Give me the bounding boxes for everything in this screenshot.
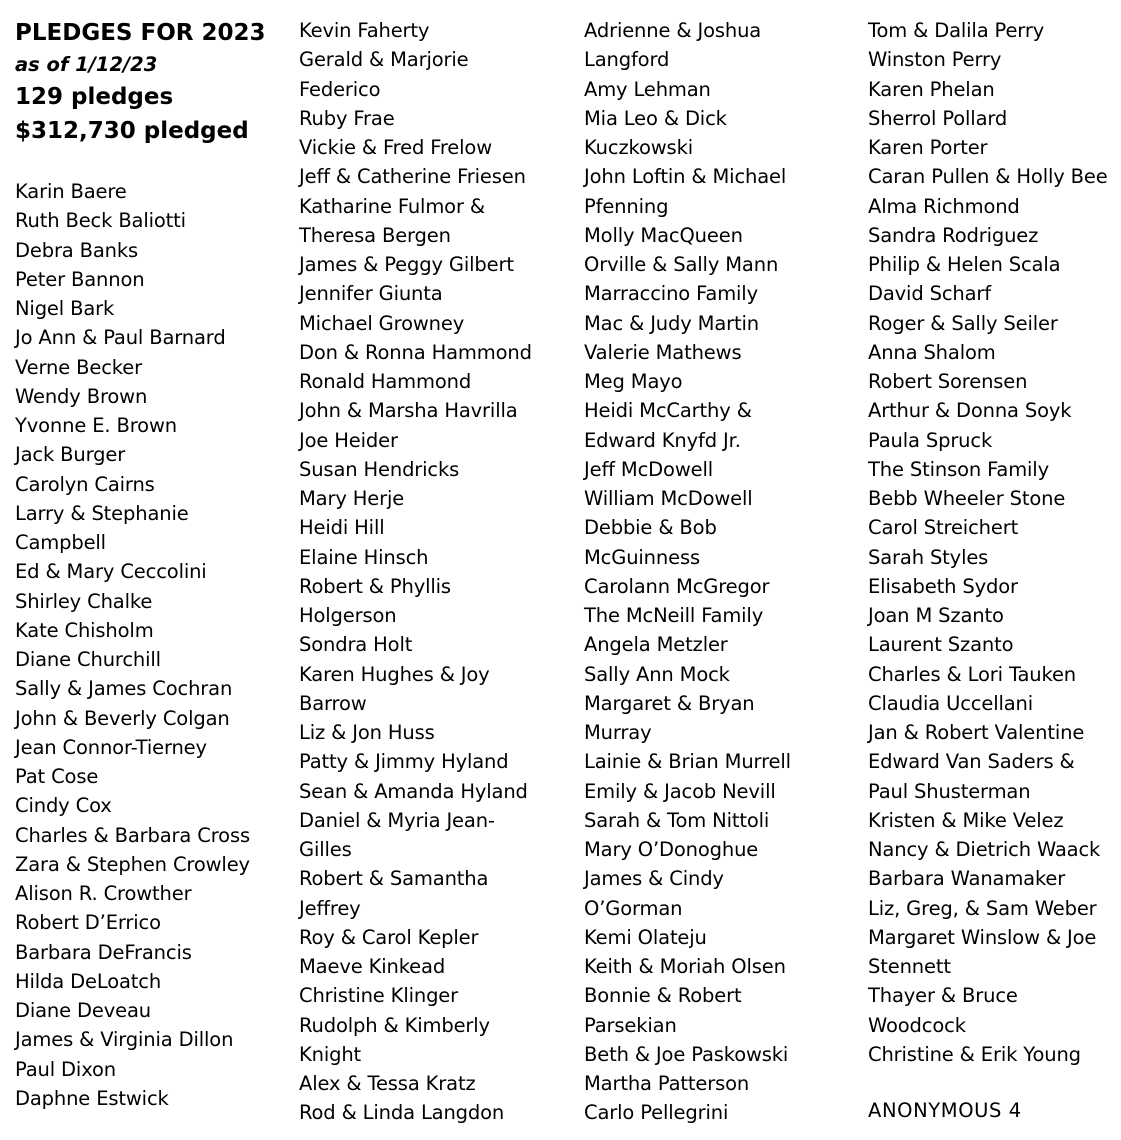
pledger-name: Robert Sorensen bbox=[868, 370, 1028, 393]
pledger-name: Ed & Mary Ceccolini bbox=[15, 560, 207, 584]
pledger-name: Kate Chisholm bbox=[15, 618, 154, 642]
pledge-count: 129 pledges bbox=[15, 84, 174, 110]
pledger-name: Sarah & Tom Nittoli bbox=[584, 808, 770, 832]
pledger-name: Robert & Phyllis bbox=[299, 574, 451, 598]
pledger-name: Margaret Winslow & Joe bbox=[868, 925, 1097, 949]
pledger-name: Ruby Frae bbox=[299, 106, 395, 130]
pledger-name: Sally & James Cochran bbox=[15, 677, 233, 701]
pledger-name: Gilles bbox=[299, 838, 352, 861]
pledger-name: Jan & Robert Valentine bbox=[868, 721, 1085, 744]
pledger-name: Bebb Wheeler Stone bbox=[868, 487, 1066, 510]
pledger-name: Emily & Jacob Nevill bbox=[584, 779, 776, 803]
pledger-name: John & Beverly Colgan bbox=[15, 706, 230, 730]
pledger-name: Maeve Kinkead bbox=[299, 955, 446, 978]
pledger-name: Roger & Sally Seiler bbox=[868, 311, 1058, 335]
pledger-name: Sean & Amanda Hyland bbox=[299, 779, 528, 803]
pledger-name: Jennifer Giunta bbox=[299, 282, 443, 306]
pledger-name: Peter Bannon bbox=[15, 267, 145, 291]
pledger-name: Heidi Hill bbox=[299, 516, 385, 540]
pledger-list-column-1 bbox=[15, 177, 287, 1113]
pledger-name: Sally Ann Mock bbox=[584, 662, 730, 686]
pledger-name: Katharine Fulmor & bbox=[299, 194, 485, 218]
pledger-name: Sherrol Pollard bbox=[868, 106, 1008, 130]
pledger-name: Margaret & Bryan bbox=[584, 691, 755, 715]
column-3 bbox=[584, 16, 856, 1128]
pledger-name: Paula Spruck bbox=[868, 428, 993, 452]
pledger-name: Diane Deveau bbox=[15, 999, 151, 1022]
pledger-name: Larry & Stephanie bbox=[15, 501, 189, 525]
pledger-name: Meg Mayo bbox=[584, 370, 683, 393]
column-1 bbox=[15, 16, 287, 1113]
pledger-name: Sondra Holt bbox=[299, 633, 413, 657]
pledger-name: Ruth Beck Baliotti bbox=[15, 209, 186, 233]
pledger-name: Carol Streichert bbox=[868, 516, 1019, 540]
pledger-name: Joan M Szanto bbox=[868, 604, 1004, 627]
pledger-name: Mac & Judy Martin bbox=[584, 311, 759, 335]
pledger-name: Martha Patterson bbox=[584, 1072, 750, 1095]
pledger-name: Theresa Bergen bbox=[299, 223, 451, 247]
pledger-name: Claudia Uccellani bbox=[868, 691, 1034, 715]
pledger-name: Robert D’Errico bbox=[15, 911, 161, 935]
pledger-name: Barrow bbox=[299, 691, 367, 715]
pledger-name: Marraccino Family bbox=[584, 282, 758, 306]
pledger-name: Orville & Sally Mann bbox=[584, 253, 779, 276]
pledger-name: Alma Richmond bbox=[868, 194, 1020, 218]
pledger-name: Mary Herje bbox=[299, 487, 405, 510]
pledger-name: Edward Van Saders & bbox=[868, 750, 1075, 774]
pledger-name: Karen Phelan bbox=[868, 77, 995, 101]
pledger-name: Paul Shusterman bbox=[868, 779, 1031, 803]
pledger-name: The Stinson Family bbox=[868, 457, 1049, 481]
anonymous-spacer bbox=[868, 1069, 1118, 1096]
pledger-name: Molly MacQueen bbox=[584, 223, 743, 247]
pledger-name: Cindy Cox bbox=[15, 794, 112, 818]
pledger-name: McGuinness bbox=[584, 545, 700, 569]
pledger-name: Knight bbox=[299, 1042, 362, 1066]
pledger-name: The McNeill Family bbox=[584, 604, 764, 627]
pledger-name: Alison R. Crowther bbox=[15, 882, 192, 905]
pledger-name: Beth & Joe Paskowski bbox=[584, 1042, 789, 1066]
pledger-name: Jo Ann & Paul Barnard bbox=[15, 326, 226, 350]
pledger-name: David Scharf bbox=[868, 282, 991, 306]
pledger-name: Don & Ronna Hammond bbox=[299, 340, 532, 364]
pledger-name: Paul Dixon bbox=[15, 1057, 116, 1081]
pledger-name: Rudolph & Kimberly bbox=[299, 1013, 490, 1037]
pledger-list-column-3 bbox=[584, 16, 856, 1128]
pledger-name: Yvonne E. Brown bbox=[15, 414, 177, 437]
pledger-name: Kevin Faherty bbox=[299, 19, 430, 42]
pledger-name: Kemi Olateju bbox=[584, 925, 707, 949]
pledger-name: Sarah Styles bbox=[868, 545, 989, 569]
pledger-name: Nigel Bark bbox=[15, 297, 115, 320]
pledger-name: Liz, Greg, & Sam Weber bbox=[868, 896, 1097, 920]
column-4 bbox=[868, 16, 1118, 1125]
pledger-name: Charles & Barbara Cross bbox=[15, 823, 250, 847]
pledger-name: Carolann McGregor bbox=[584, 574, 770, 598]
pledger-name: Anna Shalom bbox=[868, 340, 996, 364]
pledger-name: Jack Burger bbox=[15, 443, 126, 467]
pledger-name: Ronald Hammond bbox=[299, 370, 472, 393]
pledger-name: Woodcock bbox=[868, 1013, 966, 1037]
pledger-name: Elisabeth Sydor bbox=[868, 574, 1018, 598]
pledger-name: Amy Lehman bbox=[584, 77, 711, 101]
pledger-name: Winston Perry bbox=[868, 48, 1002, 72]
pledger-name: Bonnie & Robert bbox=[584, 984, 742, 1008]
pledger-name: Joe Heider bbox=[299, 428, 398, 452]
header-spacer bbox=[15, 148, 287, 177]
pledger-name: Verne Becker bbox=[15, 355, 142, 379]
pledger-name: William McDowell bbox=[584, 487, 753, 510]
page-title: PLEDGES FOR 2023 bbox=[15, 20, 266, 46]
pledger-name: Pat Cose bbox=[15, 765, 99, 788]
pledger-name: Jeff & Catherine Friesen bbox=[299, 165, 526, 189]
pledger-name: Stennett bbox=[868, 955, 951, 978]
pledger-name: Debbie & Bob bbox=[584, 516, 717, 540]
pledger-name: Campbell bbox=[15, 531, 106, 554]
pledger-name: Nancy & Dietrich Waack bbox=[868, 838, 1101, 861]
pledger-name: Mia Leo & Dick bbox=[584, 106, 727, 130]
pledger-name: Kristen & Mike Velez bbox=[868, 808, 1064, 832]
pledger-name: Carolyn Cairns bbox=[15, 472, 155, 496]
pledger-name: Langford bbox=[584, 48, 670, 72]
pledger-name: Kuczkowski bbox=[584, 136, 693, 159]
pledger-name: Gerald & Marjorie bbox=[299, 48, 469, 72]
pledger-name: Arthur & Donna Soyk bbox=[868, 399, 1072, 423]
pledger-name: Roy & Carol Kepler bbox=[299, 925, 479, 949]
pledger-name: Michael Growney bbox=[299, 311, 465, 335]
anonymous-count: ANONYMOUS 4 bbox=[868, 1099, 1022, 1122]
pledger-name: Holgerson bbox=[299, 604, 397, 627]
pledger-name: Angela Metzler bbox=[584, 633, 728, 657]
pledger-name: Jeffrey bbox=[299, 896, 361, 920]
pledger-name: Valerie Mathews bbox=[584, 340, 742, 364]
pledger-name: Mary O’Donoghue bbox=[584, 838, 759, 861]
pledger-name: Heidi McCarthy & bbox=[584, 399, 752, 423]
pledger-name: Charles & Lori Tauken bbox=[868, 662, 1076, 686]
pledger-name: Patty & Jimmy Hyland bbox=[299, 750, 509, 774]
pledger-list-column-2 bbox=[299, 16, 571, 1128]
pledger-name: Adrienne & Joshua bbox=[584, 19, 762, 42]
pledger-name: Laurent Szanto bbox=[868, 633, 1014, 657]
pledger-name: John Loftin & Michael bbox=[584, 165, 787, 189]
pledger-name: Liz & Jon Huss bbox=[299, 721, 435, 744]
pledger-name: Debra Banks bbox=[15, 238, 139, 262]
pledger-name: Karen Porter bbox=[868, 136, 988, 159]
pledger-name: Thayer & Bruce bbox=[868, 984, 1018, 1008]
pledger-name: Tom & Dalila Perry bbox=[868, 19, 1045, 42]
pledger-name: Christine & Erik Young bbox=[868, 1042, 1081, 1066]
pledger-name: Federico bbox=[299, 77, 381, 101]
pledger-name: Barbara Wanamaker bbox=[868, 867, 1066, 891]
pledger-name: Diane Churchill bbox=[15, 648, 161, 671]
pledger-name: Christine Klinger bbox=[299, 984, 459, 1008]
pledger-name: Daniel & Myria Jean- bbox=[299, 808, 495, 832]
pledger-name: Jean Connor-Tierney bbox=[15, 735, 207, 759]
pledger-name: James & Cindy bbox=[584, 867, 724, 891]
pledger-name: Zara & Stephen Crowley bbox=[15, 852, 250, 876]
pledger-name: Jeff McDowell bbox=[584, 457, 713, 481]
column-2 bbox=[299, 16, 571, 1128]
pledger-name: John & Marsha Havrilla bbox=[299, 399, 518, 423]
pledger-name: Rod & Linda Langdon bbox=[299, 1101, 505, 1125]
pledger-name: Karen Hughes & Joy bbox=[299, 662, 490, 686]
pledger-name: Edward Knyfd Jr. bbox=[584, 428, 741, 452]
pledger-name: Sandra Rodriguez bbox=[868, 223, 1039, 247]
pledger-name: Caran Pullen & Holly Bee bbox=[868, 165, 1108, 189]
pledger-name: Susan Hendricks bbox=[299, 457, 460, 481]
pledger-name: Shirley Chalke bbox=[15, 589, 153, 613]
pledger-name: Philip & Helen Scala bbox=[868, 253, 1061, 276]
pledger-name: Barbara DeFrancis bbox=[15, 940, 192, 964]
pledger-name: Robert & Samantha bbox=[299, 867, 489, 891]
pledger-name: Wendy Brown bbox=[15, 384, 148, 408]
pledger-name: Carlo Pellegrini bbox=[584, 1101, 729, 1125]
pledger-list-column-4 bbox=[868, 16, 1118, 1069]
pledger-name: Vickie & Fred Frelow bbox=[299, 136, 492, 159]
pledger-name: Lainie & Brian Murrell bbox=[584, 750, 791, 774]
pledger-name: Parsekian bbox=[584, 1013, 677, 1037]
pledger-name: Pfenning bbox=[584, 194, 669, 218]
pledger-name: Daphne Estwick bbox=[15, 1086, 169, 1110]
pledged-total: $312,730 pledged bbox=[15, 118, 249, 144]
pledger-name: Elaine Hinsch bbox=[299, 545, 429, 569]
pledger-name: Alex & Tessa Kratz bbox=[299, 1072, 476, 1095]
pledger-name: Karin Baere bbox=[15, 180, 127, 203]
pledger-name: James & Peggy Gilbert bbox=[299, 253, 514, 276]
as-of-date: as of 1/12/23 bbox=[15, 53, 158, 76]
pledger-name: Hilda DeLoatch bbox=[15, 969, 162, 993]
pledger-name: Murray bbox=[584, 721, 652, 744]
pledger-name: James & Virginia Dillon bbox=[15, 1028, 234, 1052]
pledger-name: Keith & Moriah Olsen bbox=[584, 955, 786, 978]
pledger-name: O’Gorman bbox=[584, 896, 683, 920]
